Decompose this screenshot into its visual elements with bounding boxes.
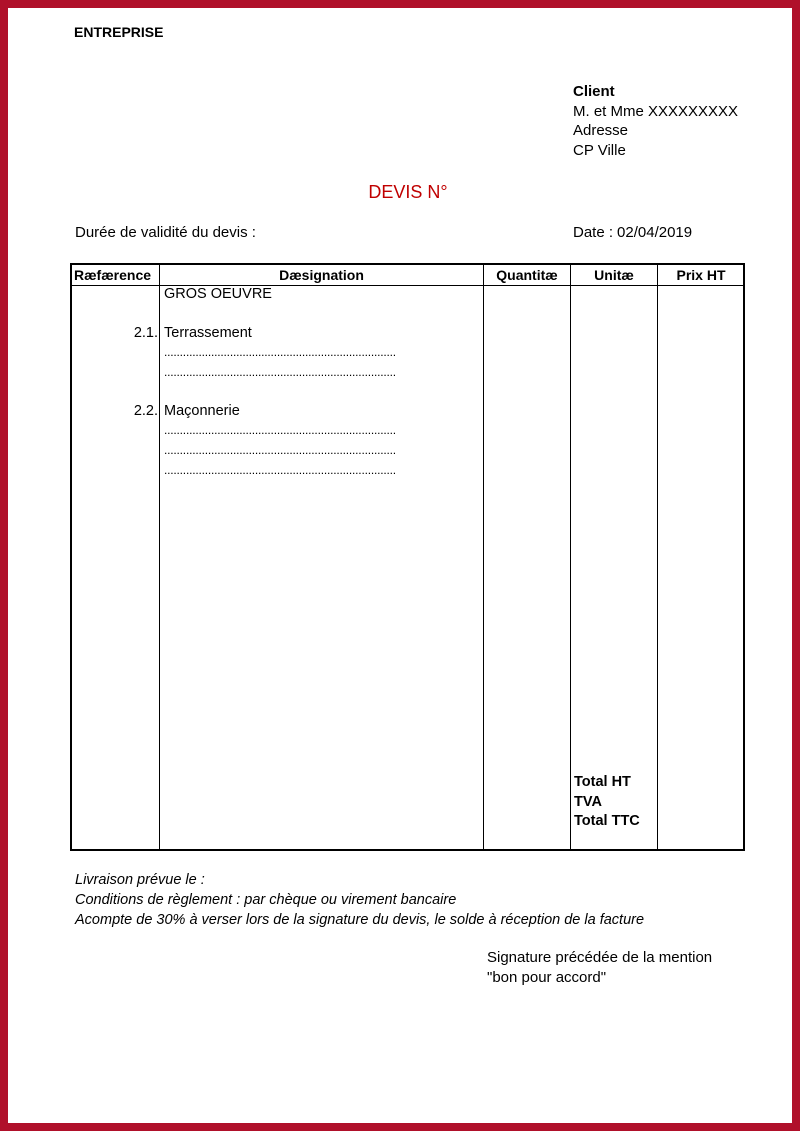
column-divider [483, 265, 484, 849]
row-label: Maçonnerie [164, 403, 240, 419]
signature-mention: "bon pour accord" [487, 969, 607, 986]
client-city: CP Ville [573, 141, 626, 159]
column-divider [657, 265, 658, 849]
header-designation: Dæsignation [279, 267, 364, 283]
dotted-line: .......................................................................... [164, 443, 396, 457]
company-name: ENTREPRISE [74, 24, 164, 40]
row-reference: 2.1. [133, 325, 158, 341]
notes-block [75, 870, 644, 930]
dotted-line: .......................................................................... [164, 463, 396, 477]
client-name: M. et Mme XXXXXXXXX [573, 102, 739, 120]
column-divider [570, 265, 571, 849]
quote-title: DEVIS N° [368, 182, 448, 202]
payment-conditions: Conditions de règlement : par chèque ou virement bancaire [75, 892, 457, 908]
total-ttc-label: Total TTC [574, 813, 640, 829]
tva-label: TVA [574, 793, 602, 810]
row-reference: 2.2. [133, 403, 158, 419]
column-divider [159, 265, 160, 849]
header-price: Prix HT [676, 267, 726, 283]
quote-table [70, 263, 745, 851]
header-quantity: Quantitæ [496, 267, 558, 283]
header-unit: Unitæ [594, 267, 634, 283]
row-label: Terrassement [164, 325, 252, 341]
delivery-note: Livraison prévue le : [75, 872, 205, 888]
validity-label: Durée de validité du devis : [75, 224, 256, 241]
date-value: 02/04/2019 [617, 224, 693, 241]
dotted-line: .......................................................................... [164, 345, 396, 359]
client-address: Adresse [573, 122, 629, 139]
client-label: Client [573, 83, 615, 100]
date-label: Date : [573, 224, 614, 241]
deposit-note: Acompte de 30% à verser lors de la signature du devis, le solde à réception de la facture [75, 912, 645, 928]
dotted-line: .......................................................................... [164, 365, 396, 379]
signature-block [487, 948, 712, 988]
client-block [573, 82, 738, 160]
date-field [573, 224, 692, 241]
totals-block [574, 773, 640, 832]
section-title: GROS OEUVRE [164, 286, 272, 302]
total-ht-label: Total HT [574, 774, 631, 790]
dotted-line: .......................................................................... [164, 423, 396, 437]
header-reference: Ræfærence [74, 267, 152, 283]
signature-label: Signature précédée de la mention [487, 949, 713, 966]
